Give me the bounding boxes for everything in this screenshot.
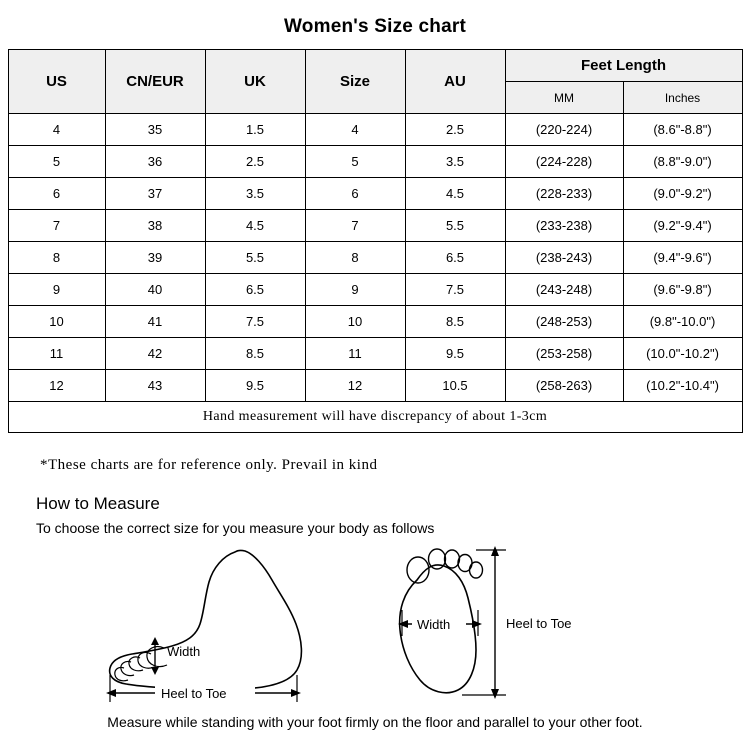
how-to-measure-heading: How to Measure <box>36 494 160 513</box>
cell-uk: 9.5 <box>205 370 305 402</box>
side-view-foot-icon <box>110 550 302 689</box>
cell-size: 7 <box>305 210 405 242</box>
cell-au: 9.5 <box>405 338 505 370</box>
col-header-feet-length: Feet Length <box>505 50 742 82</box>
cell-mm: (243-248) <box>505 274 623 306</box>
cell-uk: 8.5 <box>205 338 305 370</box>
cell-size: 4 <box>305 114 405 146</box>
page-title: Women's Size chart <box>284 16 466 37</box>
cell-us: 7 <box>8 210 105 242</box>
cell-mm: (220-224) <box>505 114 623 146</box>
col-header-uk: UK <box>205 50 305 114</box>
cell-inches: (9.8"-10.0") <box>623 306 742 338</box>
header-row-top <box>8 50 742 82</box>
table-row <box>8 274 742 306</box>
cell-mm: (233-238) <box>505 210 623 242</box>
cell-cn-eur: 43 <box>105 370 205 402</box>
table-row <box>8 338 742 370</box>
measure-diagrams <box>0 540 750 710</box>
cell-au: 7.5 <box>405 274 505 306</box>
cell-cn-eur: 37 <box>105 178 205 210</box>
cell-mm: (224-228) <box>505 146 623 178</box>
cell-inches: (9.4"-9.6") <box>623 242 742 274</box>
cell-size: 11 <box>305 338 405 370</box>
col-header-cn-eur: CN/EUR <box>105 50 205 114</box>
cell-size: 10 <box>305 306 405 338</box>
cell-inches: (8.6"-8.8") <box>623 114 742 146</box>
table-note: Hand measurement will have discrepancy of about 1-3cm <box>8 402 742 433</box>
cell-mm: (248-253) <box>505 306 623 338</box>
cell-cn-eur: 38 <box>105 210 205 242</box>
table-row <box>8 370 742 402</box>
cell-inches: (10.0"-10.2") <box>623 338 742 370</box>
cell-uk: 7.5 <box>205 306 305 338</box>
cell-us: 5 <box>8 146 105 178</box>
cell-uk: 1.5 <box>205 114 305 146</box>
cell-uk: 2.5 <box>205 146 305 178</box>
cell-au: 8.5 <box>405 306 505 338</box>
cell-cn-eur: 35 <box>105 114 205 146</box>
top-view-heel-to-toe-arrow <box>462 546 506 699</box>
table-body <box>8 114 742 433</box>
cell-size: 5 <box>305 146 405 178</box>
cell-cn-eur: 36 <box>105 146 205 178</box>
cell-size: 8 <box>305 242 405 274</box>
cell-size: 9 <box>305 274 405 306</box>
cell-au: 10.5 <box>405 370 505 402</box>
cell-inches: (9.6"-9.8") <box>623 274 742 306</box>
col-header-mm: MM <box>505 82 623 114</box>
col-header-au: AU <box>405 50 505 114</box>
table-note-row <box>8 402 742 433</box>
how-to-measure-subheading: To choose the correct size for you measure your body as follows <box>36 520 435 536</box>
cell-au: 6.5 <box>405 242 505 274</box>
table-row <box>8 146 742 178</box>
table-row <box>8 178 742 210</box>
cell-us: 9 <box>8 274 105 306</box>
cell-cn-eur: 40 <box>105 274 205 306</box>
cell-mm: (258-263) <box>505 370 623 402</box>
cell-inches: (10.2"-10.4") <box>623 370 742 402</box>
cell-us: 11 <box>8 338 105 370</box>
cell-us: 4 <box>8 114 105 146</box>
cell-cn-eur: 41 <box>105 306 205 338</box>
cell-au: 3.5 <box>405 146 505 178</box>
cell-au: 2.5 <box>405 114 505 146</box>
cell-uk: 5.5 <box>205 242 305 274</box>
cell-us: 6 <box>8 178 105 210</box>
cell-cn-eur: 39 <box>105 242 205 274</box>
cell-mm: (253-258) <box>505 338 623 370</box>
top-view-width-label: Width <box>417 617 451 632</box>
cell-cn-eur: 42 <box>105 338 205 370</box>
cell-uk: 6.5 <box>205 274 305 306</box>
cell-size: 12 <box>305 370 405 402</box>
cell-uk: 4.5 <box>205 210 305 242</box>
col-header-size: Size <box>305 50 405 114</box>
table-row <box>8 210 742 242</box>
reference-note: *These charts are for reference only. Prevail in kind <box>40 457 378 473</box>
table-row <box>8 114 742 146</box>
cell-size: 6 <box>305 178 405 210</box>
size-chart-table <box>8 49 743 433</box>
cell-us: 8 <box>8 242 105 274</box>
cell-au: 4.5 <box>405 178 505 210</box>
col-header-us: US <box>8 50 105 114</box>
side-view-width-label: Width <box>167 644 201 659</box>
cell-us: 12 <box>8 370 105 402</box>
cell-inches: (8.8"-9.0") <box>623 146 742 178</box>
top-view-heel-to-toe-label: Heel to Toe <box>506 616 572 631</box>
cell-inches: (9.2"-9.4") <box>623 210 742 242</box>
side-view-width-arrow <box>151 637 159 675</box>
measure-footer-note: Measure while standing with your foot firmly on the floor and parallel to your other foot. <box>107 714 643 730</box>
cell-uk: 3.5 <box>205 178 305 210</box>
table-row <box>8 306 742 338</box>
table-head <box>8 50 742 114</box>
col-header-inches: Inches <box>623 82 742 114</box>
cell-mm: (228-233) <box>505 178 623 210</box>
cell-au: 5.5 <box>405 210 505 242</box>
cell-mm: (238-243) <box>505 242 623 274</box>
cell-inches: (9.0"-9.2") <box>623 178 742 210</box>
side-view-heel-to-toe-label: Heel to Toe <box>161 686 227 701</box>
table-row <box>8 242 742 274</box>
foot-diagrams-svg <box>0 540 750 710</box>
cell-us: 10 <box>8 306 105 338</box>
